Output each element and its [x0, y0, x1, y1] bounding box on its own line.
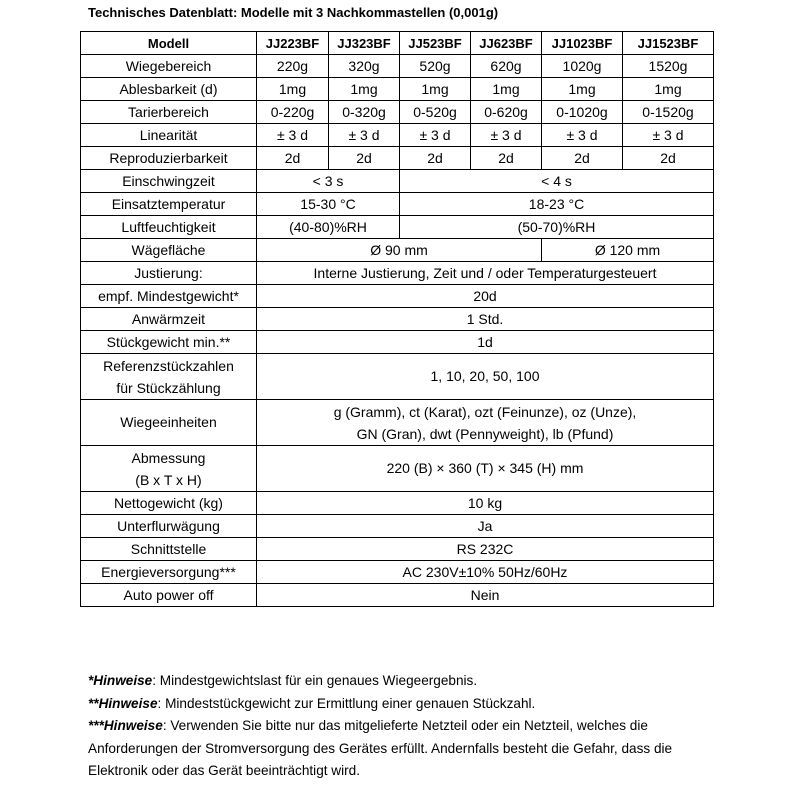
table-cell: 1020g	[542, 55, 623, 78]
table-cell: 1mg	[623, 78, 714, 101]
row-label: Unterflurwägung	[81, 515, 257, 538]
footnote	[88, 670, 728, 693]
table-cell: 0-520g	[400, 101, 471, 124]
table-row	[81, 101, 714, 124]
table-row	[81, 308, 714, 331]
table-cell: Nein	[257, 584, 714, 607]
row-label: Reproduzierbarkeit	[81, 147, 257, 170]
table-header-row	[81, 32, 714, 55]
row-label: Luftfeuchtigkeit	[81, 216, 257, 239]
table-cell: 1, 10, 20, 50, 100	[257, 354, 714, 400]
table-cell: 1mg	[542, 78, 623, 101]
row-label-line: Abmessung	[131, 449, 206, 466]
row-label-line: für Stückzählung	[116, 379, 221, 396]
table-cell: 15-30 °C	[257, 193, 400, 216]
table-cell	[257, 400, 714, 446]
footnote	[88, 693, 728, 716]
table-row	[81, 515, 714, 538]
table-row	[81, 262, 714, 285]
row-label: Einsatztemperatur	[81, 193, 257, 216]
table-row	[81, 216, 714, 239]
table-cell: 2d	[400, 147, 471, 170]
table-cell: 2d	[542, 147, 623, 170]
row-label: Ablesbarkeit (d)	[81, 78, 257, 101]
table-cell: Ja	[257, 515, 714, 538]
row-label-line: Referenzstückzahlen	[103, 357, 234, 374]
table-cell: Ø 90 mm	[257, 239, 542, 262]
table-cell: AC 230V±10% 50Hz/60Hz	[257, 561, 714, 584]
table-cell: 18-23 °C	[400, 193, 714, 216]
footnote-key: *Hinweise	[88, 673, 153, 688]
table-cell: 520g	[400, 55, 471, 78]
table-cell: 320g	[329, 55, 400, 78]
table-cell: 1mg	[471, 78, 542, 101]
table-cell: < 4 s	[400, 170, 714, 193]
model-header: JJ523BF	[400, 32, 471, 55]
table-cell: ± 3 d	[542, 124, 623, 147]
table-cell: 1520g	[623, 55, 714, 78]
model-header: JJ623BF	[471, 32, 542, 55]
footnote-text: : Mindeststückgewicht zur Ermittlung einer genauen Stückzahl.	[157, 695, 536, 711]
row-label: Wiegebereich	[81, 55, 257, 78]
table-cell: ± 3 d	[400, 124, 471, 147]
spec-table	[80, 31, 714, 607]
row-label: Anwärmzeit	[81, 308, 257, 331]
row-label: Nettogewicht (kg)	[81, 492, 257, 515]
row-label: Stückgewicht min.**	[81, 331, 257, 354]
row-label	[81, 446, 257, 492]
table-row	[81, 538, 714, 561]
table-cell: 0-1520g	[623, 101, 714, 124]
table-cell: 0-220g	[257, 101, 329, 124]
table-row	[81, 78, 714, 101]
model-header: JJ223BF	[257, 32, 329, 55]
row-label: empf. Mindestgewicht*	[81, 285, 257, 308]
table-row	[81, 285, 714, 308]
table-cell: 2d	[329, 147, 400, 170]
footnote-key: ***Hinweise	[88, 718, 163, 734]
footnotes	[88, 670, 728, 783]
table-cell: (50-70)%RH	[400, 216, 714, 239]
footnote-key: **Hinweise	[88, 695, 158, 711]
table-cell: (40-80)%RH	[257, 216, 400, 239]
table-row	[81, 239, 714, 262]
footnote	[88, 715, 728, 783]
table-row	[81, 446, 714, 492]
table-cell: ± 3 d	[623, 124, 714, 147]
table-cell: 2d	[257, 147, 329, 170]
row-label: Energieversorgung***	[81, 561, 257, 584]
table-row	[81, 561, 714, 584]
cell-line: g (Gramm), ct (Karat), ozt (Feinunze), oz (Unze),	[333, 403, 637, 420]
row-label: Wägefläche	[81, 239, 257, 262]
footnote-text: : Mindestgewichtslast für ein genaues Wiegeergebnis.	[152, 673, 478, 688]
table-cell: 10 kg	[257, 492, 714, 515]
table-cell: 2d	[471, 147, 542, 170]
table-cell: 0-620g	[471, 101, 542, 124]
table-row	[81, 55, 714, 78]
table-row	[81, 193, 714, 216]
document-title: Technisches Datenblatt: Modelle mit 3 Nachkommastellen (0,001g)	[88, 5, 499, 20]
header-label: Modell	[81, 32, 257, 55]
table-row	[81, 492, 714, 515]
table-cell: 2d	[623, 147, 714, 170]
table-cell: ± 3 d	[329, 124, 400, 147]
table-cell: 0-320g	[329, 101, 400, 124]
table-cell: 1 Std.	[257, 308, 714, 331]
row-label	[81, 354, 257, 400]
row-label: Linearität	[81, 124, 257, 147]
row-label-line: (B x T x H)	[135, 471, 202, 488]
table-cell: 0-1020g	[542, 101, 623, 124]
table-cell: 620g	[471, 55, 542, 78]
row-label: Wiegeeinheiten	[81, 400, 257, 446]
model-header: JJ1523BF	[623, 32, 714, 55]
footnote-text: : Verwenden Sie bitte nur das mitgelieferte Netzteil oder ein Netzteil, welches die Anforderungen der Stromversorgung des Gerätes erfüllt. Andernfalls besteht die Gefahr, dass die Elektronik oder das Gerät beeinträchtigt wird.	[88, 718, 673, 779]
cell-line: GN (Gran), dwt (Pennyweight), lb (Pfund)	[356, 425, 614, 442]
table-row	[81, 400, 714, 446]
table-cell: 220 (B) × 360 (T) × 345 (H) mm	[257, 446, 714, 492]
table-cell: Ø 120 mm	[542, 239, 714, 262]
table-row	[81, 147, 714, 170]
table-cell: 1mg	[400, 78, 471, 101]
table-cell: < 3 s	[257, 170, 400, 193]
table-row	[81, 331, 714, 354]
model-header: JJ323BF	[329, 32, 400, 55]
model-header: JJ1023BF	[542, 32, 623, 55]
row-label: Schnittstelle	[81, 538, 257, 561]
table-cell: RS 232C	[257, 538, 714, 561]
table-cell: ± 3 d	[257, 124, 329, 147]
table-row	[81, 584, 714, 607]
row-label: Einschwingzeit	[81, 170, 257, 193]
table-cell: 20d	[257, 285, 714, 308]
table-cell: ± 3 d	[471, 124, 542, 147]
table-row	[81, 170, 714, 193]
row-label: Auto power off	[81, 584, 257, 607]
row-label: Justierung:	[81, 262, 257, 285]
table-row	[81, 354, 714, 400]
table-cell: Interne Justierung, Zeit und / oder Temperaturgesteuert	[257, 262, 714, 285]
table-row	[81, 124, 714, 147]
table-cell: 220g	[257, 55, 329, 78]
row-label: Tarierbereich	[81, 101, 257, 124]
table-cell: 1d	[257, 331, 714, 354]
table-cell: 1mg	[257, 78, 329, 101]
table-cell: 1mg	[329, 78, 400, 101]
